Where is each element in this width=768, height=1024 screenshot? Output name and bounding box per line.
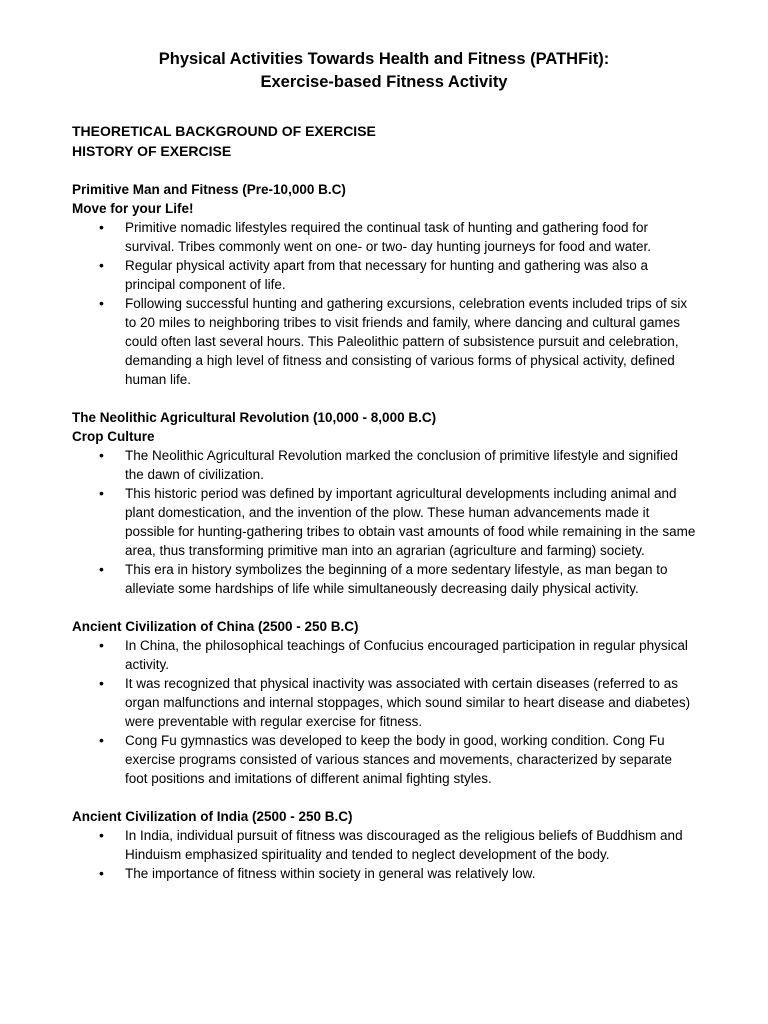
bullet-item: • The Neolithic Agricultural Revolution marked the conclusion of primitive lifestyle and signified the dawn of civilization. — [72, 446, 696, 484]
title-line-1: Physical Activities Towards Health and Fitness (PATHFit): — [158, 50, 610, 68]
section-subtitle: Crop Culture — [72, 429, 155, 444]
bullet-list — [72, 826, 696, 883]
bullet-item: • In India, individual pursuit of fitness was discouraged as the religious beliefs of Buddhism and Hinduism emphasized spirituality and tended to neglect development of the body. — [72, 826, 696, 864]
bullet-item: • Cong Fu gymnastics was developed to keep the body in good, working condition. Cong Fu exercise programs consisted of various stances and movements, characterized by separate foot positions and imitations of different animal fighting styles. — [72, 731, 696, 788]
title-line-2: Exercise-based Fitness Activity — [260, 73, 508, 91]
theoretical-heading: THEORETICAL BACKGROUND OF EXERCISE — [72, 123, 376, 139]
bullet-item: • Primitive nomadic lifestyles required the continual task of hunting and gathering food for survival. Tribes commonly went on one- or two- day hunting journeys for food and water. — [72, 218, 696, 256]
bullet-list — [72, 218, 696, 389]
section-title: Ancient Civilization of India (2500 - 250 B.C) — [72, 809, 353, 824]
section-ancient-china — [72, 617, 696, 788]
document-title — [72, 48, 696, 94]
bullet-item: • Following successful hunting and gathering excursions, celebration events included trips of six to 20 miles to neighboring tribes to visit friends and family, where dancing and cultural games could often last several hours. This Paleolithic pattern of subsistence pursuit and celebration, demanding a high level of fitness and consisting of various forms of physical activity, defined human life. — [72, 294, 696, 389]
bullet-list — [72, 636, 696, 788]
section-title: Primitive Man and Fitness (Pre-10,000 B.C) — [72, 182, 346, 197]
section-title: Ancient Civilization of China (2500 - 250 B.C) — [72, 619, 359, 634]
bullet-item: • In China, the philosophical teachings of Confucius encouraged participation in regular physical activity. — [72, 636, 696, 674]
bullet-list — [72, 446, 696, 598]
section-neolithic-revolution — [72, 408, 696, 598]
section-ancient-india — [72, 807, 696, 883]
bullet-item: • The importance of fitness within society in general was relatively low. — [72, 864, 696, 883]
bullet-item: • Regular physical activity apart from that necessary for hunting and gathering was also a principal component of life. — [72, 256, 696, 294]
section-primitive-man — [72, 180, 696, 389]
bullet-item: • This era in history symbolizes the beginning of a more sedentary lifestyle, as man began to alleviate some hardships of life while simultaneously decreasing daily physical activity. — [72, 560, 696, 598]
bullet-item: • It was recognized that physical inactivity was associated with certain diseases (referred to as organ malfunctions and internal stoppages, which sound similar to heart disease and diabetes) were preventable with regular exercise for fitness. — [72, 674, 696, 731]
bullet-item: • This historic period was defined by important agricultural developments including animal and plant domestication, and the invention of the plow. These human advancements made it possible for hunting-gathering tribes to obtain vast amounts of food while remaining in the same area, thus transforming primitive man into an agrarian (agriculture and farming) society. — [72, 484, 696, 560]
history-heading: HISTORY OF EXERCISE — [72, 143, 232, 159]
section-subtitle: Move for your Life! — [72, 201, 194, 216]
section-title: The Neolithic Agricultural Revolution (10,000 - 8,000 B.C) — [72, 410, 437, 425]
